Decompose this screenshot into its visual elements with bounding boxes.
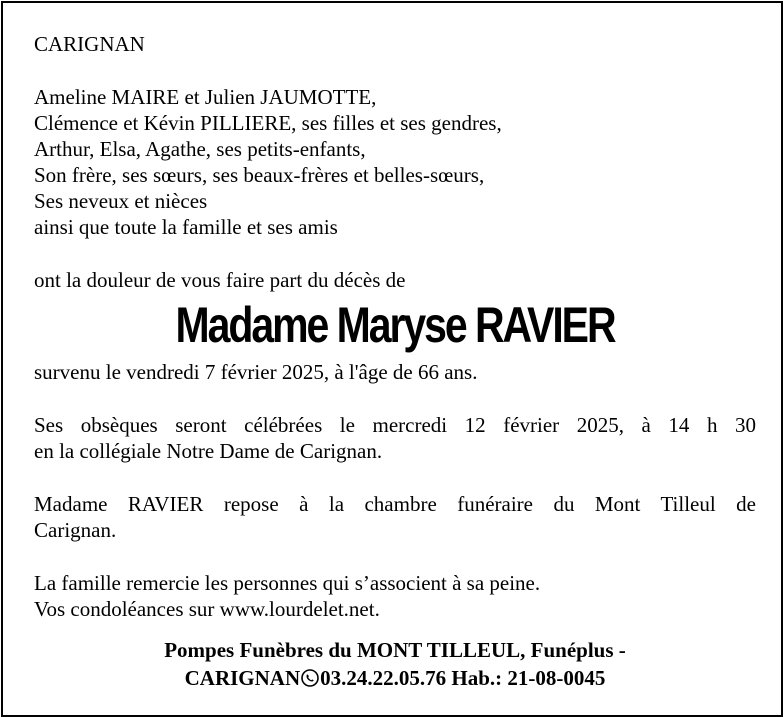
- funeral-line: Ses obsèques seront célébrées le mercredi 12 février 2025, à 14 h 30: [34, 413, 756, 437]
- family-line: Son frère, ses sœurs, ses beaux-frères et belles-sœurs,: [34, 163, 485, 187]
- spacer: [34, 57, 756, 84]
- town-heading: [34, 31, 756, 57]
- announcement-text: ont la douleur de vous faire part du décès de: [34, 268, 406, 292]
- thanks-info: [34, 570, 756, 622]
- footer-phone: 03.24.22.05.76: [320, 666, 447, 690]
- footer-town: CARIGNAN: [184, 666, 301, 690]
- spacer: [34, 543, 756, 570]
- family-line: Clémence et Kévin PILLIERE, ses filles et ses gendres,: [34, 111, 502, 135]
- family-line: Ses neveux et nièces: [34, 189, 208, 213]
- obituary-notice: [1, 1, 783, 717]
- rest-line: Madame RAVIER repose à la chambre funéraire du Mont Tilleul de: [34, 492, 756, 516]
- funeral-info: [34, 412, 756, 464]
- family-line: Ameline MAIRE et Julien JAUMOTTE,: [34, 85, 377, 109]
- spacer: [34, 240, 756, 267]
- phone-icon: [301, 666, 319, 684]
- funeral-line: en la collégiale Notre Dame de Carignan.: [34, 439, 383, 463]
- death-info-text: survenu le vendredi 7 février 2025, à l'âge de 66 ans.: [34, 360, 478, 384]
- family-line: ainsi que toute la famille et ses amis: [34, 215, 338, 239]
- footer-line: Pompes Funèbres du MONT TILLEUL, Funéplus -: [164, 638, 626, 662]
- rest-info: [34, 491, 756, 543]
- funeral-home-footer: [34, 636, 756, 692]
- thanks-line: La famille remercie les personnes qui s’associent à sa peine.: [34, 571, 541, 595]
- spacer: [34, 622, 756, 636]
- spacer: [34, 464, 756, 491]
- footer-contact: [34, 664, 756, 692]
- family-line: Arthur, Elsa, Agathe, ses petits-enfants,: [34, 137, 366, 161]
- rest-line: Carignan.: [34, 518, 117, 542]
- notice-body: [34, 31, 756, 692]
- footer-hab: Hab.: 21-08-0045: [451, 666, 606, 690]
- death-info: [34, 359, 756, 385]
- deceased-name: Madame Maryse RAVIER: [175, 297, 615, 353]
- spacer: [34, 385, 756, 412]
- family-list: [34, 84, 756, 240]
- town-text: CARIGNAN: [34, 32, 145, 56]
- announcement: [34, 267, 756, 293]
- thanks-line: Vos condoléances sur www.lourdelet.net.: [34, 597, 380, 621]
